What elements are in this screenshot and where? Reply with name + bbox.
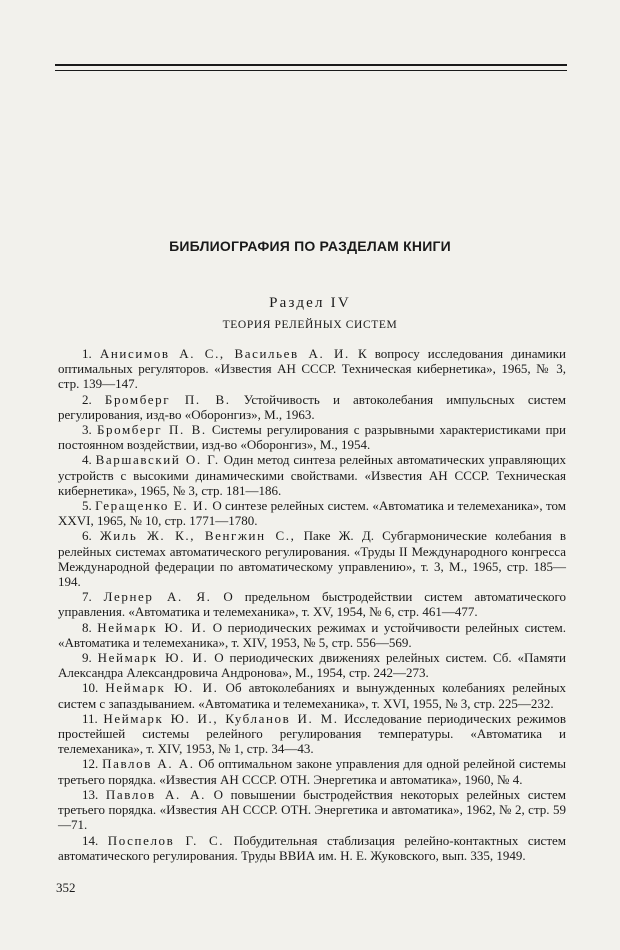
entry-authors: Павлов А. А. [105,786,206,802]
entry-text: Системы регулирования с разрывными характеристиками при постоянном воздействии, изд-во «Оборонгиз», М., 1954. [58,422,566,453]
bibliography-entry-12 [58,756,566,786]
entry-number: 8. [82,619,92,635]
entry-text: Побудительная стаблизация релейно-контактных систем автоматического регулирования. Труды ВВИА им. Н. Е. Жуковского, вып. 335, 1949. [58,832,566,863]
bibliography-entry-9 [58,650,566,680]
entry-authors: Неймарк Ю. И. [105,680,219,696]
bibliography-entry-7 [58,589,566,619]
bibliography-entry-1 [58,346,566,392]
section-title: Раздел IV [269,295,351,311]
page-heading: БИБЛИОГРАФИЯ ПО РАЗДЕЛАМ КНИГИ [169,238,451,254]
entry-text: Один метод синтеза релейных автоматических управляющих устройств с высокими динамическими свойствами. «Известия АН СССР. Техническая кибернетика», 1965, № 3, стр. 181—186. [58,452,567,498]
entry-number: 2. [82,391,92,407]
entry-number: 1. [82,346,92,361]
entry-number: 7. [82,589,92,605]
entry-text: Паке Ж. Д. Субгармонические колебания в релейных системах автоматического регулирования. «Труды II Международного конгресса Международной федерации по автоматическому управлению», т. 3, М., 1965, стр. 185—194. [58,528,567,590]
entry-text: Исследование периодических режимов простейшей системы релейного регулирования температуры. «Автоматика и телемеханика», т. XIV, 1953, № 1, стр. 34—43. [58,710,566,757]
entry-text: О повышении быстродействия некоторых релейных систем третьего порядка. «Известия АН СССР. ОТН. Энергетика и автоматика», 1962, № 2, стр. 59—71. [58,786,566,833]
entry-authors: Неймарк Ю. И., Кубланов И. М. [103,710,339,726]
bibliography-entry-3 [58,422,566,452]
entry-text: О синтезе релейных систем. «Автоматика и телемеханика», том XXVI, 1965, № 10, стр. 1771—1780. [58,498,566,529]
bibliography-entry-6 [58,528,566,589]
entry-number: 14. [82,832,99,848]
entry-number: 10. [82,680,99,696]
bibliography-entry-5 [58,498,566,528]
entry-authors: Лернер А. Я. [103,589,212,605]
entry-authors: Жиль Ж. К., Венгжин С., [99,528,296,544]
entry-authors: Поспелов Г. С. [107,832,225,848]
entry-number: 11. [82,710,98,726]
entry-text: О периодических движениях релейных систем. Сб. «Памяти Александра Александровича Андронова», М., 1954, стр. 242—273. [58,650,567,681]
entry-authors: Анисимов А. С., Васильев А. И. [99,346,350,361]
entry-number: 9. [82,650,92,666]
entry-authors: Павлов А. А. [102,756,195,772]
entry-authors: Неймарк Ю. И. [97,619,208,635]
entry-text: Об автоколебаниях и вынужденных колебаниях релейных систем с запаздыванием. «Автоматика и телемеханика», т. XVI, 1955, № 3, стр. 225—232. [58,680,566,711]
bibliography-list [58,346,566,863]
top-rule-thick [55,64,567,66]
bibliography-entry-14 [58,833,566,863]
entry-text: Устойчивость и автоколебания импульсных систем регулирования, изд-во «Оборонгиз», М., 1963. [58,391,567,422]
entry-text: Об оптимальном законе управления для одной релейной системы третьего порядка. «Известия АН СССР. ОТН. Энергетика и автоматика», 1960, № 4. [58,756,567,787]
entry-text: О периодических режимах и устойчивости релейных систем. «Автоматика и телемеханика», т. XIV, 1953, № 5, стр. 556—569. [58,619,567,650]
entry-number: 12. [82,756,99,772]
entry-authors: Геращенко Е. И. [95,498,210,514]
entry-number: 13. [82,786,99,802]
entry-authors: Неймарк Ю. И. [97,650,209,666]
entry-authors: Варшавский О. Г. [95,452,220,468]
bibliography-entry-8 [58,620,566,650]
bibliography-entry-2 [58,392,566,422]
entry-text: О предельном быстродействии систем автоматического управления. «Автоматика и телемеханика», т. XV, 1954, № 6, стр. 461—477. [58,589,567,620]
bibliography-entry-13 [58,787,566,833]
entry-text: К вопросу исследования динамики оптимальных регуляторов. «Известия АН СССР. Техническая кибернетика», 1965, № 3, стр. 139—147. [58,346,566,392]
entry-number: 4. [82,452,92,468]
entry-number: 5. [82,498,92,514]
entry-authors: Бромберг П. В. [96,422,207,438]
page-number: 352 [56,880,76,895]
entry-number: 6. [82,528,92,544]
entry-authors: Бромберг П. В. [104,391,231,407]
bibliography-entry-4 [58,452,566,498]
entry-number: 3. [82,422,92,438]
section-subtitle: ТЕОРИЯ РЕЛЕЙНЫХ СИСТЕМ [222,319,398,331]
bibliography-entry-10 [58,680,566,710]
top-rule-thin [55,70,567,71]
bibliography-entry-11 [58,711,566,757]
